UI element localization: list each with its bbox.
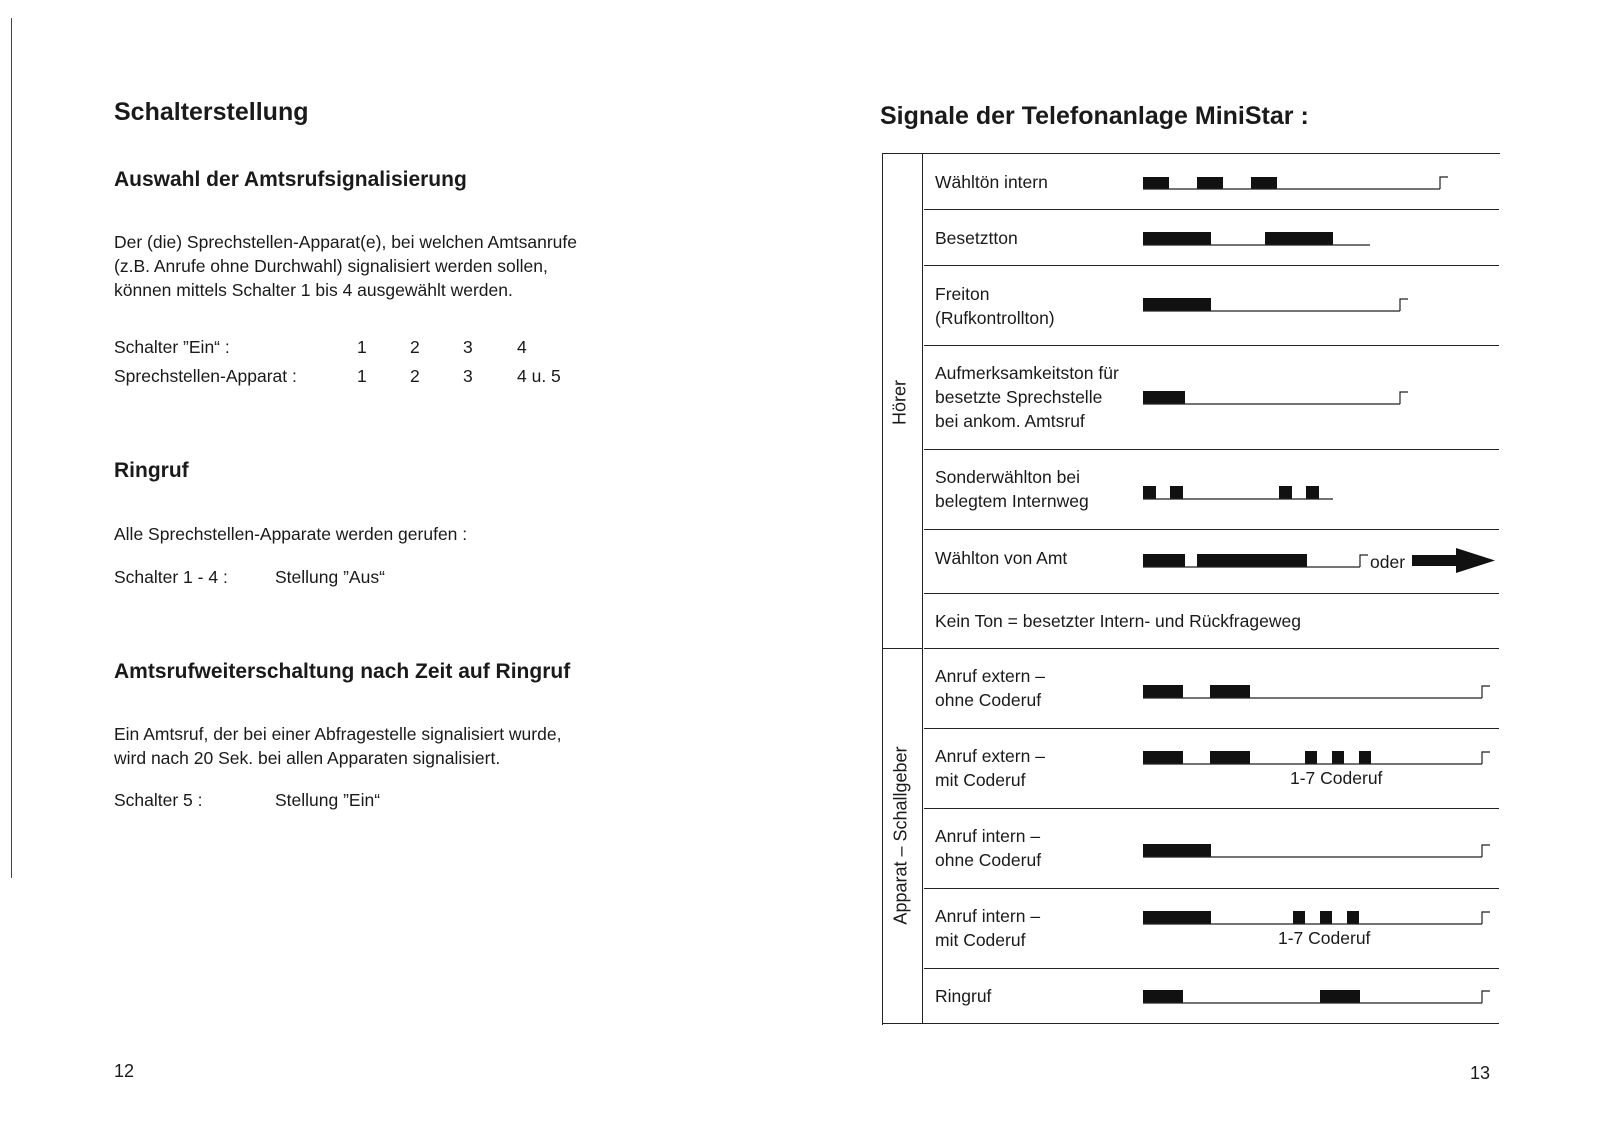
- section-paragraph-weiterschaltung: [114, 722, 674, 770]
- row-divider: [924, 265, 1499, 266]
- signal-waveform: [1140, 292, 1500, 322]
- signal-waveform: [1140, 385, 1500, 415]
- paragraph-line: können mittels Schalter 1 bis 4 ausgewählt werden.: [114, 280, 513, 300]
- group-separator: [882, 648, 923, 649]
- setting-value: Stellung ”Aus“: [275, 567, 385, 587]
- section-paragraph-amtsruf: [114, 230, 674, 302]
- row-divider: [924, 449, 1499, 450]
- row-divider: [924, 648, 1499, 649]
- coderuf-caption: 1-7 Coderuf: [1278, 928, 1371, 948]
- signal-label-kein-ton: Kein Ton = besetzter Intern- und Rückfrageweg: [935, 611, 1301, 631]
- signal-waveform: [1140, 226, 1500, 256]
- signal-label: Besetztton: [935, 228, 1018, 248]
- row-divider: [924, 728, 1499, 729]
- signal-waveform: [1140, 170, 1500, 200]
- signal-label: Wählton von Amt: [935, 548, 1068, 568]
- section-heading-ringruf: Ringruf: [114, 459, 189, 482]
- switch-table-row: [114, 335, 230, 359]
- table-bottom-border: [882, 1023, 1499, 1024]
- group-label-apparat: Apparat – Schallgeber: [890, 746, 911, 925]
- signal-label: Aufmerksamkeitston für besetzte Sprechstelle bei ankom. Amtsruf: [935, 363, 1119, 431]
- switch-table-label: Sprechstellen-Apparat :: [114, 366, 297, 386]
- paragraph-line: wird nach 20 Sek. bei allen Apparaten signalisiert.: [114, 748, 501, 768]
- switch-table-value: 1: [357, 337, 367, 357]
- switch-table-value: 3: [463, 337, 473, 357]
- row-divider: [924, 345, 1499, 346]
- paragraph-line: Ein Amtsruf, der bei einer Abfragestelle signalisiert wurde,: [114, 724, 562, 744]
- section-heading-amtsruf: Auswahl der Amtsrufsignalisierung: [114, 168, 467, 191]
- page-title-right: Signale der Telefonanlage MiniStar :: [880, 102, 1309, 130]
- signal-label: Wähltön intern: [935, 172, 1048, 192]
- signal-waveform: [1140, 838, 1500, 868]
- coderuf-caption: 1-7 Coderuf: [1290, 768, 1383, 788]
- page-title-left: Schalterstellung: [114, 98, 309, 126]
- row-divider: [924, 593, 1499, 594]
- signal-oder-label: oder: [1370, 552, 1406, 572]
- setting-label: Schalter 5 :: [114, 790, 203, 810]
- signal-pattern-anruf-intern-ohne: [1140, 838, 1500, 868]
- switch-table-value: 1: [357, 366, 367, 386]
- row-divider: [924, 968, 1499, 969]
- signal-label: Anruf intern – ohne Coderuf: [935, 826, 1042, 870]
- signal-waveform: [1140, 548, 1500, 578]
- paragraph-line: (z.B. Anrufe ohne Durchwahl) signalisiert werden sollen,: [114, 256, 548, 276]
- paragraph-line: Der (die) Sprechstellen-Apparat(e), bei welchen Amtsanrufe: [114, 232, 577, 252]
- group-column-divider: [922, 153, 923, 1024]
- row-divider: [924, 808, 1499, 809]
- setting-value: Stellung ”Ein“: [275, 790, 381, 810]
- signal-waveform: [1140, 480, 1500, 510]
- row-divider: [924, 529, 1499, 530]
- signal-label: Anruf extern – ohne Coderuf: [935, 666, 1045, 710]
- signal-waveform: [1140, 679, 1500, 709]
- page-number-left: 12: [114, 1061, 135, 1081]
- signal-pattern-sonderwaehlton: [1140, 480, 1500, 510]
- switch-table-row: [114, 364, 297, 388]
- signal-pattern-freiton: [1140, 292, 1500, 322]
- signal-label: Anruf intern – mit Coderuf: [935, 906, 1041, 950]
- signal-pattern-aufmerksamkeitston: [1140, 385, 1500, 415]
- switch-table-value: 2: [410, 337, 420, 357]
- row-divider: [924, 209, 1499, 210]
- switch-table-value: 3: [463, 366, 473, 386]
- signal-label: Ringruf: [935, 986, 992, 1006]
- switch-table-label: Schalter ”Ein“ :: [114, 337, 230, 357]
- signal-pattern-ringruf: [1140, 984, 1500, 1014]
- signal-waveform: [1140, 984, 1500, 1014]
- signal-label: Freiton (Rufkontrollton): [935, 284, 1055, 328]
- signal-label: Anruf extern – mit Coderuf: [935, 746, 1045, 790]
- section-paragraph-ringruf: Alle Sprechstellen-Apparate werden gerufen :: [114, 524, 468, 544]
- page-number-right: 13: [1470, 1063, 1491, 1083]
- switch-table-value: 4 u. 5: [517, 366, 561, 386]
- section-heading-weiterschaltung: Amtsrufweiterschaltung nach Zeit auf Ringruf: [114, 660, 571, 683]
- group-label-hoerer: Hörer: [889, 380, 910, 426]
- signal-pattern-waehlton-amt: [1140, 548, 1500, 578]
- row-divider: [924, 888, 1499, 889]
- switch-table-value: 4: [517, 337, 527, 357]
- signal-pattern-waehlton-intern: [1140, 170, 1500, 200]
- signal-label: Sonderwählton bei belegtem Internweg: [935, 467, 1089, 511]
- setting-label: Schalter 1 - 4 :: [114, 567, 228, 587]
- page-binding-edge: [11, 18, 12, 878]
- signal-pattern-anruf-extern-ohne: [1140, 679, 1500, 709]
- switch-table-value: 2: [410, 366, 420, 386]
- signal-pattern-besetztton: [1140, 226, 1500, 256]
